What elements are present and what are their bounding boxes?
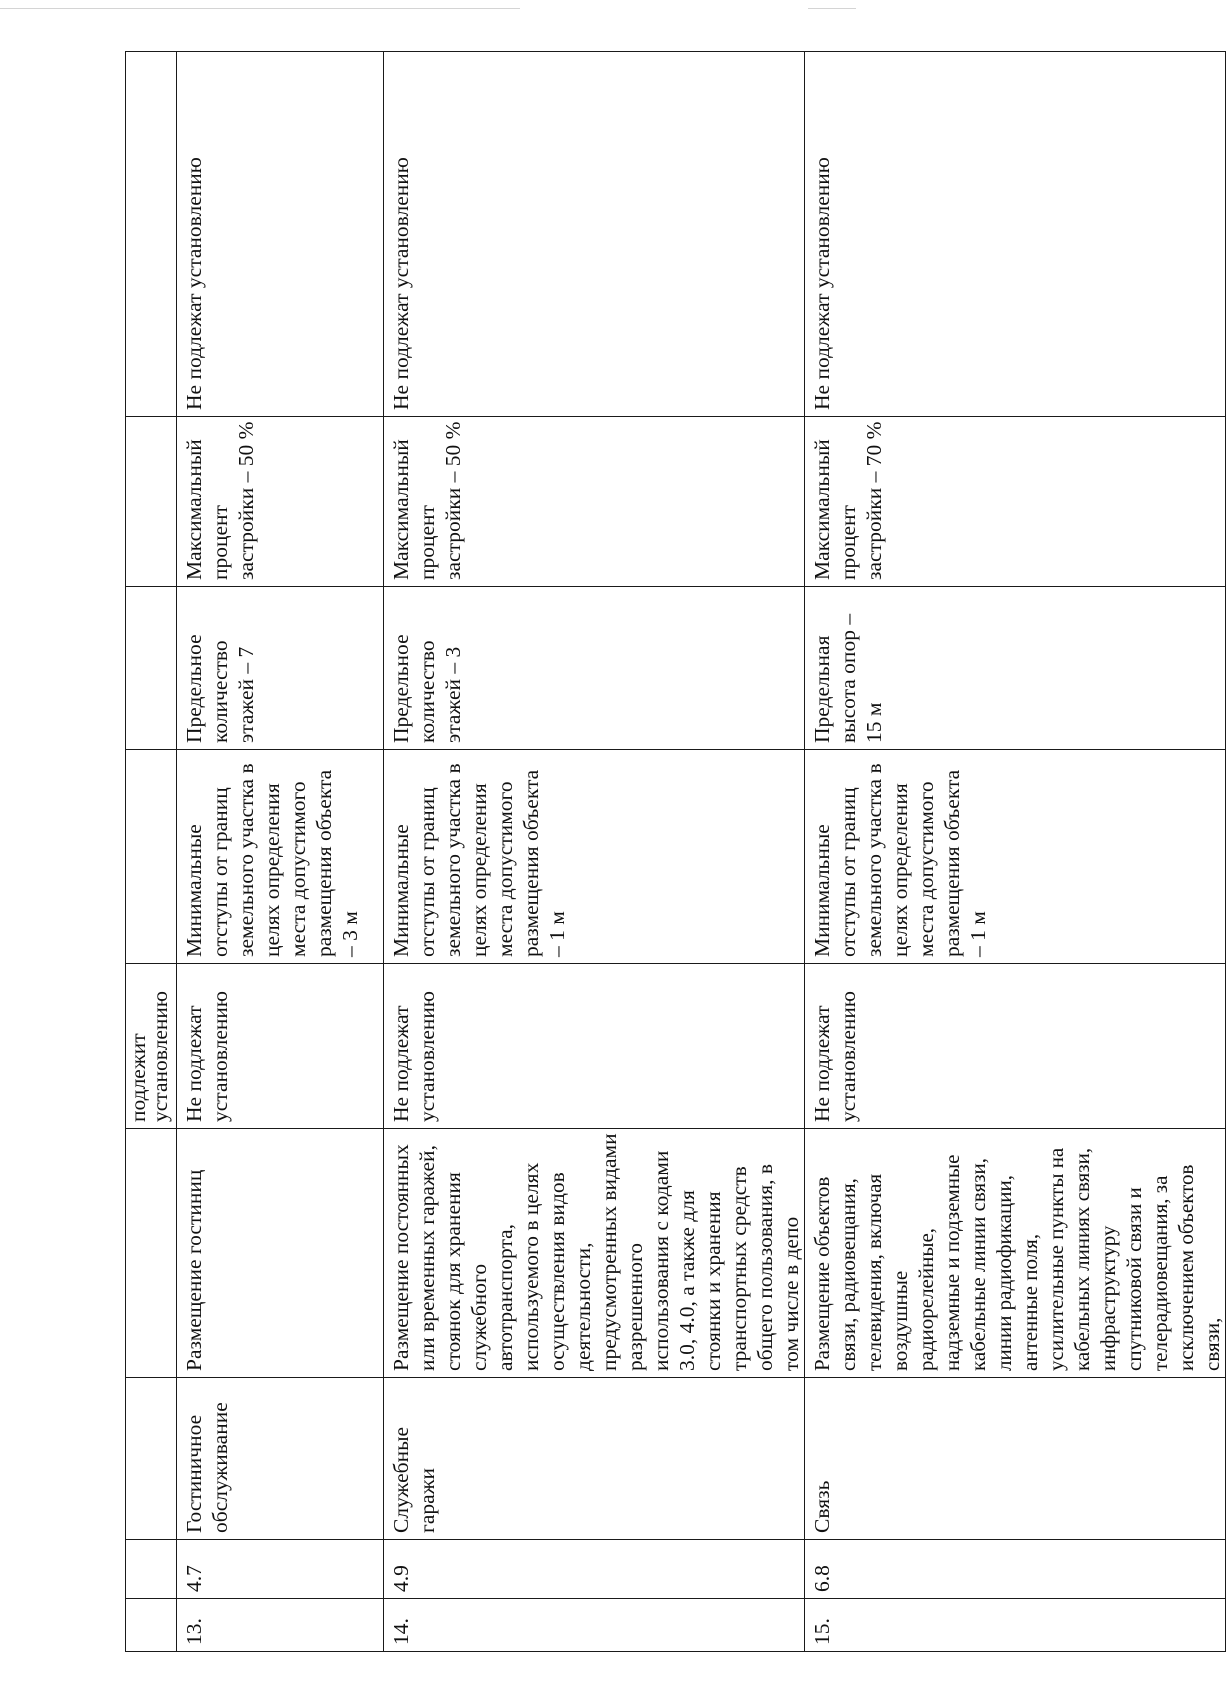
cont-height-cell	[126, 587, 177, 750]
use-code: 4.9	[384, 1540, 805, 1599]
cont-name-cell	[126, 1378, 177, 1540]
use-name: Гостиничное обслуживание	[177, 1378, 384, 1540]
table-row	[384, 52, 805, 1652]
setback-params: Минимальные отступы от границ земельного участка в целях определения места допустимого размещения объекта – 3 м	[177, 750, 384, 964]
height-params: Предельное количество этажей – 7	[177, 587, 384, 750]
scan-mark-right	[808, 8, 856, 9]
other-params: Не подлежат установлению	[805, 52, 1226, 417]
cont-coverage-cell	[126, 417, 177, 587]
permitted-params: Не подлежат установлению	[384, 964, 805, 1129]
cont-other-cell	[126, 52, 177, 417]
table-row	[805, 52, 1226, 1652]
use-description: Размещение постоянных или временных гаражей, стоянок для хранения служебного автотранспорта, используемого в целях осуществления видов деятельности, предусмотренных видами разрешенного использования с кодами 3.0, 4.0, а также для стоянки и хранения транспортных средств общего пользования, в том числе в депо	[384, 1129, 805, 1378]
setback-params: Минимальные отступы от границ земельного участка в целях определения места допустимого размещения объекта – 1 м	[384, 750, 805, 964]
cont-num-cell	[126, 1599, 177, 1652]
table-row	[177, 52, 384, 1652]
use-name: Связь	[805, 1378, 1226, 1540]
rotated-page	[125, 52, 1224, 1652]
scan-mark-left	[0, 8, 520, 9]
use-code: 4.7	[177, 1540, 384, 1599]
row-number: 13.	[177, 1599, 384, 1652]
permitted-params: Не подлежат установлению	[805, 964, 1226, 1129]
other-params: Не подлежат установлению	[177, 52, 384, 417]
coverage-params: Максимальный процент застройки – 70 %	[805, 417, 1226, 587]
height-params: Предельное количество этажей – 3	[384, 587, 805, 750]
other-params: Не подлежат установлению	[384, 52, 805, 417]
coverage-params: Максимальный процент застройки – 50 %	[177, 417, 384, 587]
cont-setback-cell	[126, 750, 177, 964]
row-number: 14.	[384, 1599, 805, 1652]
use-description: Размещение объектов связи, радиовещания, телевидения, включая воздушные радиорелейные, надземные и подземные кабельные линии связи, линии радиофикации, антенные поля, усилительные пункты на кабельных линиях связи, инфраструктуру спутниковой связи и телерадиовещания, за исключением объектов связи,	[805, 1129, 1226, 1378]
height-params: Предельная высота опор – 15 м	[805, 587, 1226, 750]
row-number: 15.	[805, 1599, 1226, 1652]
use-description: Размещение гостиниц	[177, 1129, 384, 1378]
use-name: Служебные гаражи	[384, 1378, 805, 1540]
cont-code-cell	[126, 1540, 177, 1599]
continuation-row	[126, 52, 177, 1652]
use-code: 6.8	[805, 1540, 1226, 1599]
cont-description-cell	[126, 1129, 177, 1378]
permitted-params: Не подлежат установлению	[177, 964, 384, 1129]
setback-params: Минимальные отступы от границ земельного участка в целях определения места допустимого размещения объекта – 1 м	[805, 750, 1226, 964]
coverage-params: Максимальный процент застройки – 50 %	[384, 417, 805, 587]
cont-permitted-cell: подлежит установлению	[126, 964, 177, 1129]
land-use-table	[125, 51, 1226, 1652]
